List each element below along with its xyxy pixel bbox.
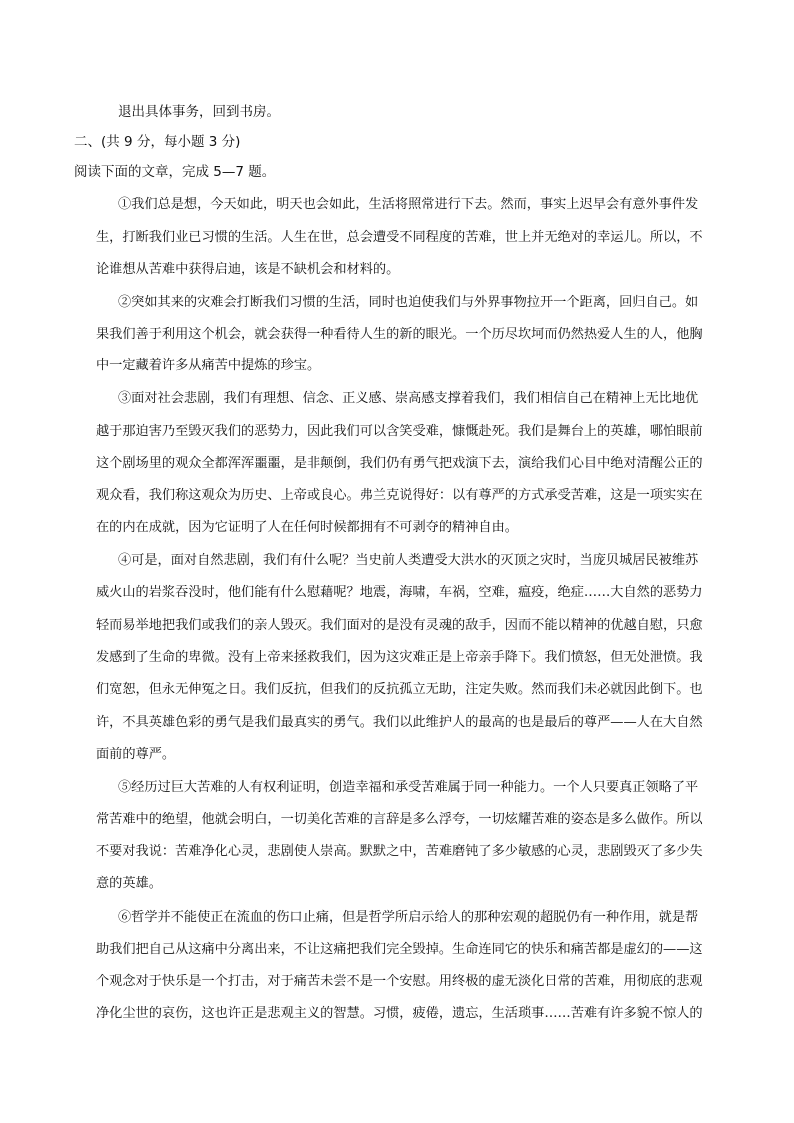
paragraph-3-line-2: 越于那迫害乃至毁灭我们的恶势力，因此我们可以含笑受难，慷慨赴死。我们是舞台上的英雄，哪怕眼前 xyxy=(96,424,703,439)
paragraph-1-line-1: ①我们总是想，今天如此，明天也会如此，生活将照常进行下去。然而，事实上迟早会有意外事件发 xyxy=(118,197,699,212)
paragraph-6-line-4: 净化尘世的哀伤，这也许正是悲观主义的智慧。习惯，疲倦，遗忘，生活琐事……苦难有许多貌不惊人的 xyxy=(96,1006,703,1021)
paragraph-5-line-3: 不要对我说：苦难净化心灵，悲剧使人崇高。默默之中，苦难磨钝了多少敏感的心灵，悲剧毁灭了多少失 xyxy=(96,844,703,859)
paragraph-2-line-3: 中一定藏着许多从痛苦中提炼的珍宝。 xyxy=(96,358,321,373)
paragraph-5-line-2: 常苦难中的绝望，他就会明白，一切美化苦难的言辞是多么浮夸，一切炫耀苦难的姿态是多么做作。所以 xyxy=(96,812,703,827)
section-heading: 二、(共 9 分，每小题 3 分) xyxy=(74,134,241,150)
reading-instruction: 阅读下面的文章，完成 5—7 题。 xyxy=(74,164,276,180)
paragraph-1-line-3: 论谁想从苦难中获得启迪，该是不缺机会和材料的。 xyxy=(96,262,400,277)
paragraph-4-line-5: 们宽恕，但永无伸冤之日。我们反抗，但我们的反抗孤立无助，注定失败。然而我们未必就因此倒下。也 xyxy=(96,682,703,697)
paragraph-4-line-3: 轻而易举地把我们或我们的亲人毁灭。我们面对的是没有灵魂的敌手，因而不能以精神的优越自慰，只愈 xyxy=(96,618,703,633)
paragraph-2-line-2: 果我们善于利用这个机会，就会获得一种看待人生的新的眼光。一个历尽坎坷而仍然热爱人生的人，他胸 xyxy=(96,327,703,342)
top-line: 退出具体事务，回到书房。 xyxy=(118,104,280,120)
paragraph-4-line-1: ④可是，面对自然悲剧，我们有什么呢？当史前人类遭受大洪水的灭顶之灾时，当庞贝城居民被维苏 xyxy=(118,553,699,568)
paragraph-2-line-1: ②突如其来的灾难会打断我们习惯的生活，同时也迫使我们与外界事物拉开一个距离，回归自己。如 xyxy=(118,295,699,310)
paragraph-5-line-4: 意的英雄。 xyxy=(96,876,162,891)
paragraph-4-line-2: 威火山的岩浆吞没时，他们能有什么慰藉呢？地震，海啸，车祸，空难，瘟疫，绝症……大自然的恶势力 xyxy=(96,585,703,600)
paragraph-6-line-3: 个观念对于快乐是一个打击，对于痛苦未尝不是一个安慰。用终极的虚无淡化日常的苦难，用彻底的悲观 xyxy=(96,974,703,989)
paragraph-5-line-1: ⑤经历过巨大苦难的人有权利证明，创造幸福和承受苦难属于同一种能力。一个人只要真正领略了平 xyxy=(118,780,699,795)
paragraph-6-line-2: 助我们把自己从这痛中分离出来，不让这痛把我们完全毁掉。生命连同它的快乐和痛苦都是虚幻的——这 xyxy=(96,942,703,957)
paragraph-1-line-2: 生，打断我们业已习惯的生活。人生在世，总会遭受不同程度的苦难，世上并无绝对的幸运儿。所以，不 xyxy=(96,230,703,245)
paragraph-3-line-5: 在的内在成就，因为它证明了人在任何时候都拥有不可剥夺的精神自由。 xyxy=(96,520,518,535)
paragraph-4-line-7: 面前的尊严。 xyxy=(96,747,176,762)
paragraph-3-line-3: 这个剧场里的观众全都浑浑噩噩，是非颠倒，我们仍有勇气把戏演下去，演给我们心目中绝对清醒公正的 xyxy=(96,456,703,471)
paragraph-6-line-1: ⑥哲学并不能使正在流血的伤口止痛，但是哲学所启示给人的那种宏观的超脱仍有一种作用，就是帮 xyxy=(118,910,699,925)
paragraph-4-line-6: 许，不具英雄色彩的勇气是我们最真实的勇气。我们以此维护人的最高的也是最后的尊严——人在大自然 xyxy=(96,715,703,730)
paragraph-4-line-4: 发感到了生命的卑微。没有上帝来拯救我们，因为这灾难正是上帝亲手降下。我们愤怒，但无处泄愤。我 xyxy=(96,650,703,665)
paragraph-3-line-4: 观众看，我们称这观众为历史、上帝或良心。弗兰克说得好：以有尊严的方式承受苦难，这是一项实实在 xyxy=(96,488,703,503)
paragraph-3-line-1: ③面对社会悲剧，我们有理想、信念、正义感、崇高感支撑着我们，我们相信自己在精神上无比地优 xyxy=(118,391,699,406)
